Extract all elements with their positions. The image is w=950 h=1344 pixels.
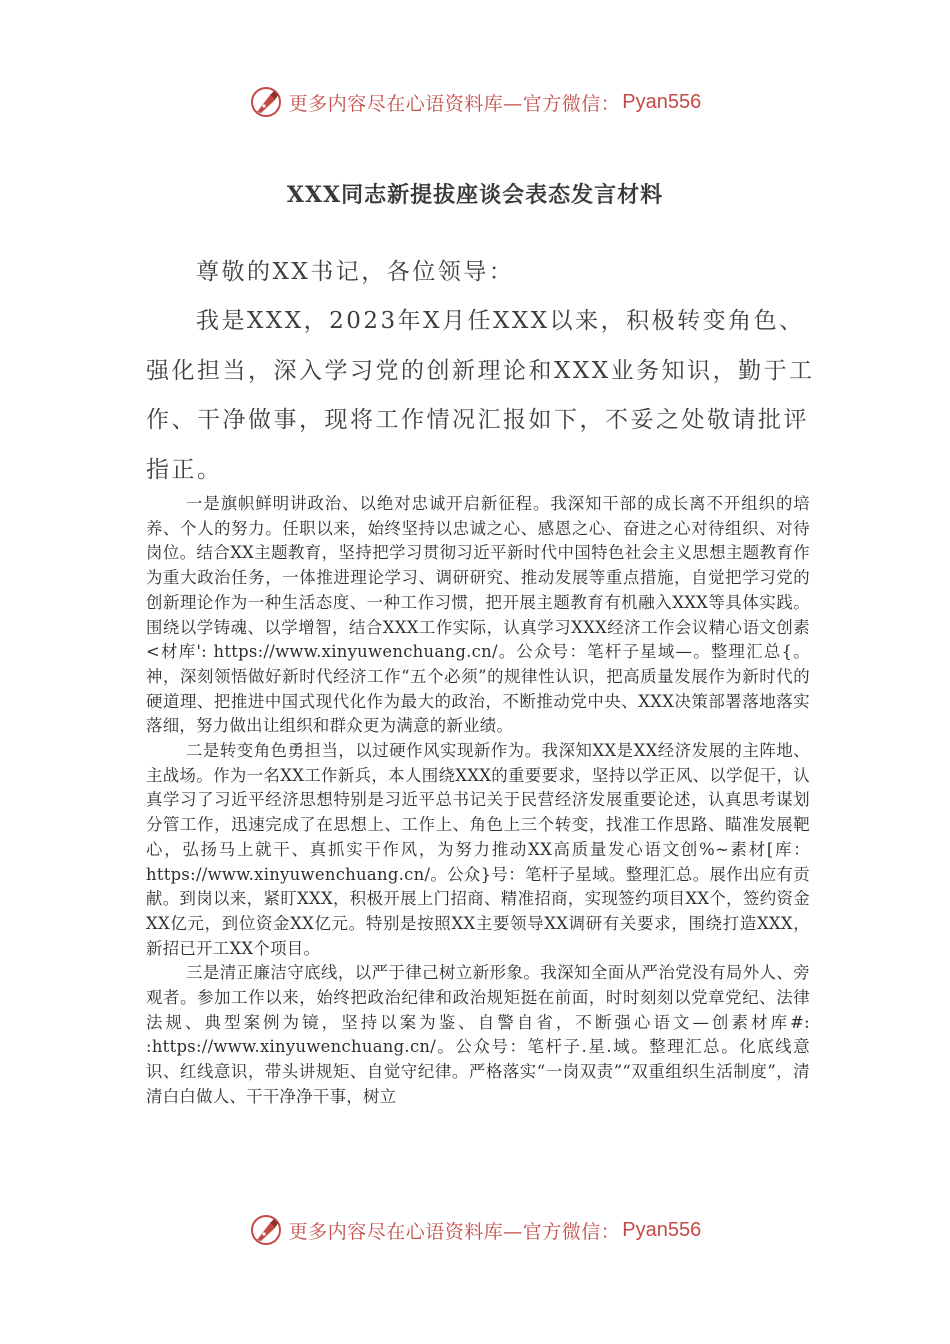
salutation: 尊敬的XX书记，各位领导：: [196, 259, 515, 285]
banner-account: Pyan556: [622, 90, 702, 113]
pen-nib-logo-icon: [249, 85, 283, 119]
paragraph-3: 三是清正廉洁守底线，以严于律己树立新形象。我深知全面从严治党没有局外人、旁观者。参加工作以来，始终把政治纪律和政治规矩挺在前面，时时刻刻以党章党纪、法律法规、典型案例为镜，坚持以案为鉴、自警自省，不断强心语文—创素材库#: :https://www.xinyuwenchuang.cn/。公众号：笔杆子.星.域。整理汇总。化底线意识、红线意识，带头讲规矩、自觉守纪律。严格落实“一岗双责”“双重组织生活制度”，清清白白做人、干干净净干事，树立: [146, 963, 810, 1106]
document-title: XXX同志新提拔座谈会表态发言材料: [286, 182, 664, 208]
pen-nib-logo-icon: [249, 1213, 283, 1247]
banner-account: Pyan556: [622, 1218, 702, 1241]
header-banner: [0, 82, 950, 122]
paragraph-2: 二是转变角色勇担当，以过硬作风实现新作为。我深知XX是XX经济发展的主阵地、主战场。作为一名XX工作新兵，本人围绕XXX的重要要求，坚持以学正风、以学促干，认真学习了习近平经济思想特别是习近平总书记关于民营经济发展重要论述，认真思考谋划分管工作，迅速完成了在思想上、工作上、角色上三个转变，找准工作思路、瞄准发展靶心，弘扬马上就干、真抓实干作风，为努力推动XX高质量发心语文创%~素材[库：https://www.xinyuwenchuang.cn/。公众}号：笔杆子星域。整理汇总。展作出应有贡献。到岗以来，紧盯XXX，积极开展上门招商、精准招商，实现签约项目XX个，签约资金XX亿元，到位资金XX亿元。特别是按照XX主要领导XX调研有关要求，围绕打造XXX，新招已开工XX个项目。: [146, 741, 810, 958]
intro-paragraph: 我是XXX，2023年X月任XXX以来，积极转变角色、强化担当，深入学习党的创新理论和XXX业务知识，勤于工作、干净做事，现将工作情况汇报如下，不妥之处敬请批评指正。: [146, 308, 815, 483]
banner-text: 更多内容尽在心语资料库—官方微信：: [288, 92, 621, 115]
paragraph-1: 一是旗帜鲜明讲政治、以绝对忠诚开启新征程。我深知干部的成长离不开组织的培养、个人的努力。任职以来，始终坚持以忠诚之心、感恩之心、奋进之心对待组织、对待岗位。结合XX主题教育，坚持把学习贯彻习近平新时代中国特色社会主义思想主题教育作为重大政治任务，一体推进理论学习、调研研究、推动发展等重点措施，自觉把学习党的创新理论作为一种生活态度、一种工作习惯，把开展主题教育有机融入XXX等具体实践。围绕以学铸魂、以学增智，结合XXX工作实际，认真学习XXX经济工作会议精心语文创素<材库': https://www.xinyuwenchuang.cn/。公众号：笔杆子星域—。整理汇总{。神，深刻领悟做好新时代经济工作“五个必须”的规律性认识，把高质量发展作为新时代的硬道理、把推进中国式现代化作为最大的政治，不断推动党中央、XXX决策部署落地落实落细，努力做出让组织和群众更为满意的新业绩。: [146, 494, 810, 736]
footer-banner: [0, 1210, 950, 1250]
banner-text: 更多内容尽在心语资料库—官方微信：: [288, 1220, 621, 1243]
document-body: [146, 492, 810, 1110]
